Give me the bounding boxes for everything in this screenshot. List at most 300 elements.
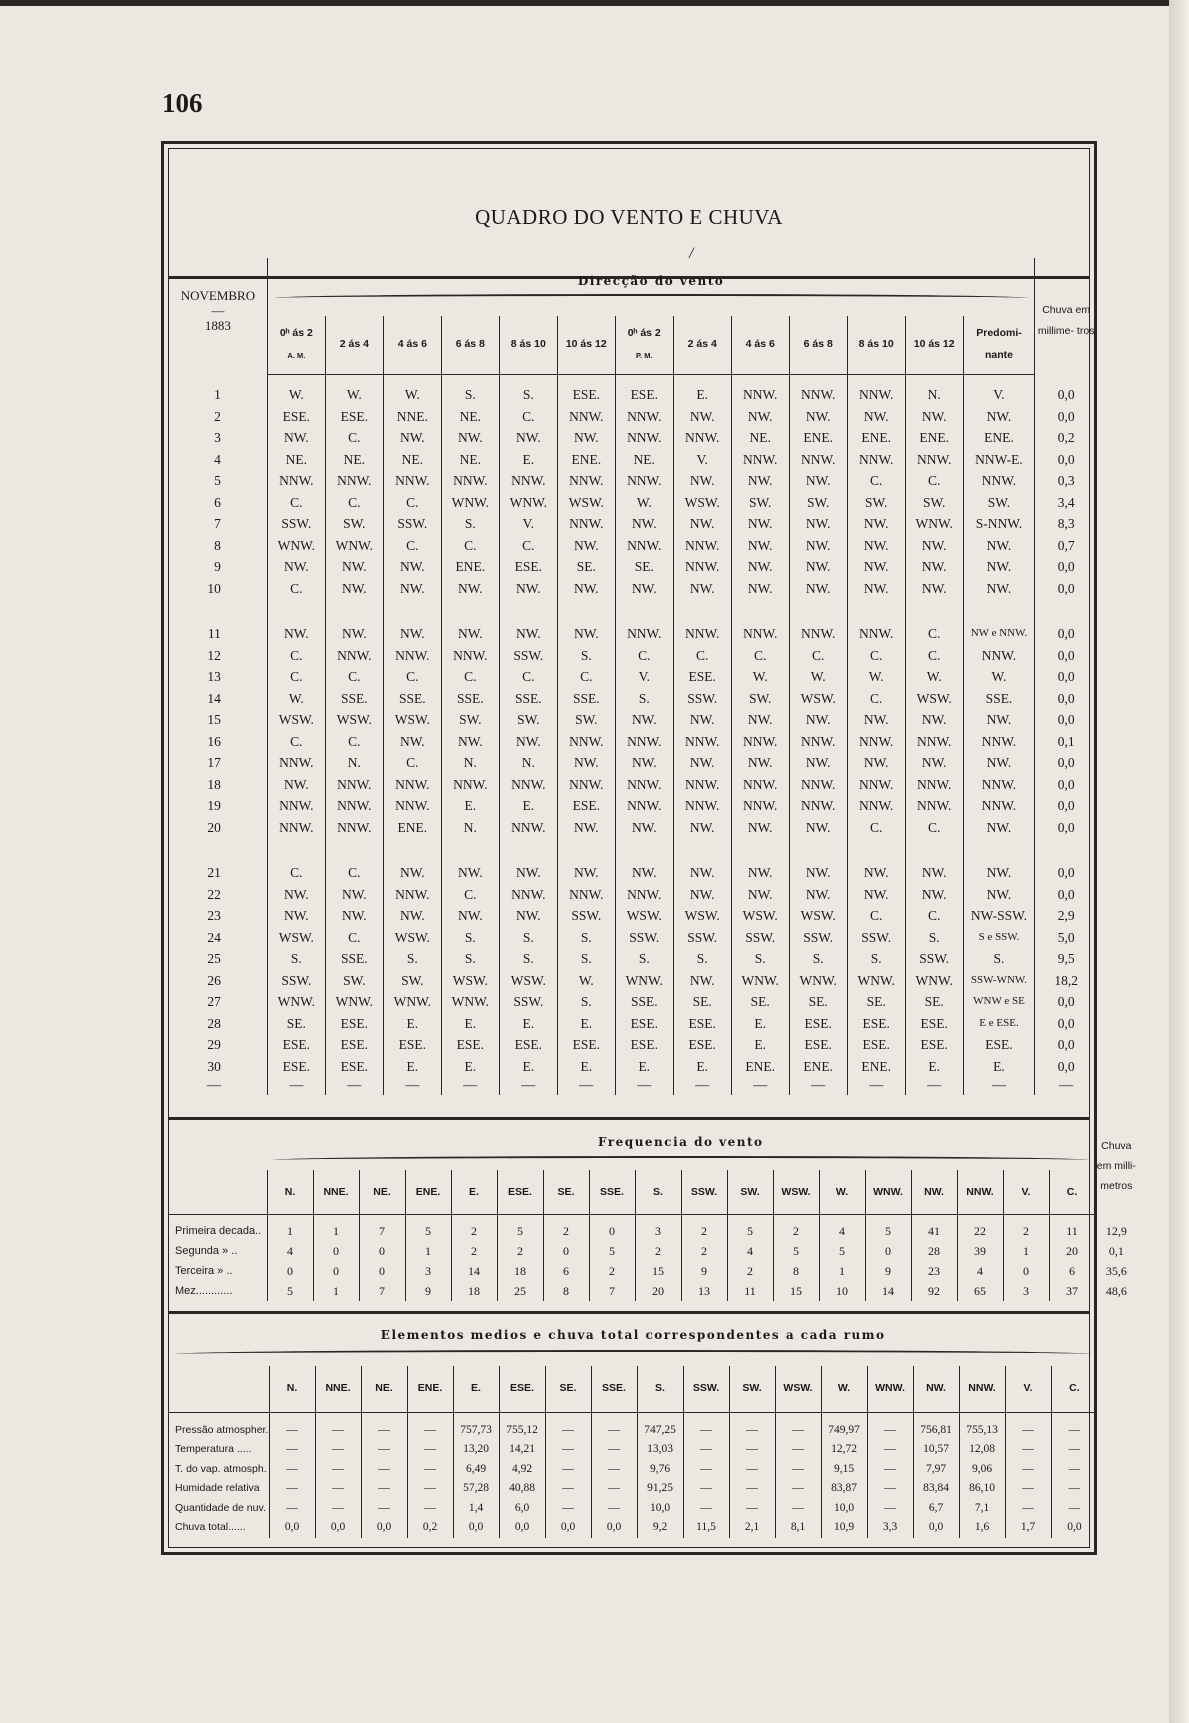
means-value: —: [683, 1421, 729, 1441]
wind-direction-cell: NNW.: [557, 731, 615, 753]
wind-frequency-table: [169, 1122, 1137, 1301]
means-value: —: [315, 1479, 361, 1499]
wind-direction-cell: N.: [441, 752, 499, 774]
wind-direction-cell: NW.: [557, 862, 615, 884]
frequency-count: 0: [1003, 1261, 1049, 1281]
wind-point-header: SW.: [727, 1170, 773, 1214]
means-value: —: [867, 1499, 913, 1519]
wind-point-header: SW.: [729, 1366, 775, 1412]
wind-direction-cell: NW.: [905, 556, 963, 578]
wind-direction-cell: NNW.: [673, 623, 731, 645]
wind-direction-cell: W.: [789, 666, 847, 688]
wind-direction-cell: S.: [267, 948, 325, 970]
wind-point-header: WSW.: [773, 1170, 819, 1214]
frequency-count: 4: [957, 1261, 1003, 1281]
wind-direction-cell: S.: [557, 991, 615, 1013]
time-column-label: 2 ás 4: [339, 338, 369, 350]
frequency-count: 20: [635, 1281, 681, 1301]
day-number: 21: [207, 865, 221, 880]
frequency-row-label-header: [169, 1170, 267, 1214]
wind-direction-cell: W.: [557, 970, 615, 992]
rain-value: 0,0: [1035, 666, 1097, 688]
wind-direction-cell: NNW.: [499, 884, 557, 906]
wind-direction-cell: SE.: [615, 556, 673, 578]
wind-direction-cell: WSW.: [325, 709, 383, 731]
prevailing-wind: NNW.: [963, 470, 1035, 492]
wind-direction-cell: NW.: [557, 427, 615, 449]
frequency-count: 1: [405, 1241, 451, 1261]
wind-direction-cell: SE.: [905, 991, 963, 1013]
wind-direction-cell: E.: [673, 384, 731, 406]
means-value: —: [867, 1440, 913, 1460]
day-number: 11: [207, 626, 221, 641]
frequency-count: 14: [451, 1261, 497, 1281]
means-value: 13,03: [637, 1440, 683, 1460]
wind-direction-cell: NNW.: [499, 470, 557, 492]
time-column-header: [789, 316, 847, 374]
rain-value: 8,3: [1035, 513, 1097, 535]
means-value: 13,20: [453, 1440, 499, 1460]
means-value: 10,0: [637, 1499, 683, 1519]
day-row: [169, 645, 1097, 667]
time-column-header: [963, 316, 1035, 374]
means-value: —: [1005, 1440, 1051, 1460]
wind-direction-cell: WSW.: [499, 970, 557, 992]
means-value: —: [729, 1421, 775, 1441]
rain-value: 0,0: [1035, 1056, 1097, 1078]
wind-direction-cell: C.: [441, 884, 499, 906]
wind-direction-cell: SE.: [557, 556, 615, 578]
wind-direction-cell: SW.: [731, 492, 789, 514]
wind-direction-cell: NW.: [731, 513, 789, 535]
frequency-count: 0: [589, 1221, 635, 1241]
frequency-count: 0: [359, 1261, 405, 1281]
wind-direction-cell: NNW.: [615, 406, 673, 428]
wind-direction-cell: NNW.: [905, 795, 963, 817]
wind-direction-cell: ESE.: [789, 1013, 847, 1035]
wind-direction-cell: ESE.: [325, 406, 383, 428]
means-value: 14,21: [499, 1440, 545, 1460]
rain-value: 3,4: [1035, 492, 1097, 514]
wind-point-header: C.: [1049, 1170, 1095, 1214]
day-row: [169, 666, 1097, 688]
means-value: 83,84: [913, 1479, 959, 1499]
wind-point-header: ESE.: [497, 1170, 543, 1214]
wind-direction-cell: NW.: [383, 905, 441, 927]
rain-value: 0,0: [1035, 384, 1097, 406]
wind-direction-cell: E.: [441, 1013, 499, 1035]
frequency-count: 8: [773, 1261, 819, 1281]
rain-value: 0,0: [1035, 752, 1097, 774]
day-number: 9: [214, 559, 221, 574]
frequency-count: 15: [635, 1261, 681, 1281]
means-value: —: [683, 1440, 729, 1460]
wind-direction-cell: NNW.: [615, 535, 673, 557]
wind-direction-cell: ESE.: [557, 384, 615, 406]
wind-direction-cell: ESE.: [267, 406, 325, 428]
wind-direction-cell: NW.: [499, 862, 557, 884]
wind-direction-cell: NW.: [615, 578, 673, 600]
wind-direction-cell: SSW.: [557, 905, 615, 927]
prevailing-wind: NW.: [963, 752, 1035, 774]
wind-direction-cell: C.: [325, 927, 383, 949]
wind-direction-cell: ESE.: [847, 1034, 905, 1056]
day-number: 4: [214, 451, 221, 467]
wind-direction-cell: C.: [383, 752, 441, 774]
means-value: —: [729, 1479, 775, 1499]
means-value: —: [269, 1440, 315, 1460]
wind-direction-cell: NW.: [267, 884, 325, 906]
wind-direction-cell: NNW.: [731, 449, 789, 471]
prevailing-wind: V.: [963, 384, 1035, 406]
wind-direction-cell: C.: [847, 817, 905, 839]
frequency-count: 5: [819, 1241, 865, 1261]
wind-direction-cell: E.: [499, 1056, 557, 1078]
page-number: 106: [162, 88, 203, 118]
means-value: —: [315, 1440, 361, 1460]
wind-direction-cell: S.: [615, 948, 673, 970]
month-label: NOVEMBRO: [180, 288, 256, 303]
table-frame: [161, 141, 1136, 1555]
day-number: 18: [207, 776, 221, 792]
wind-direction-cell: NW.: [731, 406, 789, 428]
wind-direction-cell: NNW.: [847, 384, 905, 406]
wind-point-header: E.: [451, 1170, 497, 1214]
wind-direction-cell: NNW.: [615, 427, 673, 449]
wind-direction-cell: ESE.: [673, 666, 731, 688]
wind-direction-cell: ENE.: [789, 1056, 847, 1078]
means-value: —: [591, 1499, 637, 1519]
means-value: —: [361, 1421, 407, 1441]
frequency-count: 0: [865, 1241, 911, 1261]
wind-direction-cell: C.: [905, 623, 963, 645]
means-row-label: Quantidade de nuv.: [175, 1501, 266, 1514]
frequency-rain: 48,6: [1095, 1281, 1137, 1301]
day-number: 2: [214, 408, 221, 424]
wind-direction-cell: NE.: [441, 449, 499, 471]
means-value: 12,72: [821, 1440, 867, 1460]
day-number: 15: [207, 712, 221, 727]
means-row: [169, 1440, 1097, 1460]
wind-direction-cell: NW.: [557, 578, 615, 600]
frequency-count: 2: [681, 1221, 727, 1241]
frequency-count: 9: [681, 1261, 727, 1281]
day-row: [169, 535, 1097, 557]
wind-point-header: ENE.: [407, 1366, 453, 1412]
frequency-row-label: Mez............: [175, 1284, 233, 1297]
day-row: [169, 774, 1097, 796]
means-value: —: [683, 1460, 729, 1480]
wind-direction-cell: ESE.: [325, 1056, 383, 1078]
wind-direction-cell: SE.: [267, 1013, 325, 1035]
wind-point-header: SSE.: [591, 1366, 637, 1412]
wind-direction-cell: NW.: [615, 513, 673, 535]
means-value: 8,1: [775, 1518, 821, 1538]
means-value: —: [775, 1421, 821, 1441]
wind-direction-cell: NE.: [383, 449, 441, 471]
wind-direction-cell: NW.: [905, 752, 963, 774]
means-value: —: [591, 1440, 637, 1460]
day-row: [169, 970, 1097, 992]
means-value: 9,06: [959, 1460, 1005, 1480]
frequency-count: 1: [267, 1221, 313, 1241]
time-column-header: [847, 316, 905, 374]
wind-direction-cell: ESE.: [557, 795, 615, 817]
frequency-count: 39: [957, 1241, 1003, 1261]
wind-direction-cell: NNW.: [325, 645, 383, 667]
means-value: —: [407, 1499, 453, 1519]
prevailing-wind: ENE.: [963, 427, 1035, 449]
wind-direction-cell: NNW.: [731, 774, 789, 796]
wind-direction-cell: NNW.: [673, 795, 731, 817]
wind-direction-cell: NW.: [615, 752, 673, 774]
wind-direction-cell: S.: [615, 688, 673, 710]
means-value: —: [407, 1421, 453, 1441]
wind-direction-cell: E.: [383, 1056, 441, 1078]
frequency-row-label: Terceira » ..: [175, 1264, 233, 1277]
wind-direction-cell: E.: [731, 1013, 789, 1035]
means-value: 11,5: [683, 1518, 729, 1538]
wind-direction-cell: SW.: [557, 709, 615, 731]
wind-direction-cell: NW.: [673, 817, 731, 839]
wind-direction-cell: SW.: [383, 970, 441, 992]
rain-value: 0,0: [1035, 774, 1097, 796]
wind-direction-cell: S.: [441, 948, 499, 970]
frequency-count: 2: [1003, 1221, 1049, 1241]
wind-direction-cell: C.: [325, 862, 383, 884]
wind-direction-cell: SSE.: [441, 688, 499, 710]
rain-value: 0,0: [1035, 817, 1097, 839]
wind-direction-cell: NNW.: [847, 795, 905, 817]
wind-direction-cell: SSE.: [499, 688, 557, 710]
wind-direction-cell: NW.: [789, 884, 847, 906]
wind-direction-cell: NNW.: [615, 884, 673, 906]
wind-direction-cell: SE.: [731, 991, 789, 1013]
prevailing-wind: NNW.: [963, 795, 1035, 817]
time-column-label: 10 ás 12: [565, 338, 607, 350]
time-column-label: 10 ás 12: [913, 338, 955, 350]
wind-direction-cell: C.: [499, 666, 557, 688]
wind-direction-cell: NE.: [325, 449, 383, 471]
frequency-count: 0: [543, 1241, 589, 1261]
prevailing-wind: E e ESE.: [963, 1013, 1035, 1035]
day-row: [169, 492, 1097, 514]
day-row: [169, 1034, 1097, 1056]
time-column-label: 6 ás 8: [455, 338, 485, 350]
wind-direction-cell: NW.: [557, 817, 615, 839]
day-number: 22: [207, 886, 221, 902]
wind-direction-cell: NW.: [673, 970, 731, 992]
rain-value: 0,2: [1035, 427, 1097, 449]
wind-direction-cell: NW.: [499, 905, 557, 927]
wind-direction-cell: NW.: [557, 535, 615, 557]
frequency-count: 0: [313, 1241, 359, 1261]
end-dash: —: [963, 1077, 1035, 1095]
end-dash: —: [557, 1077, 615, 1095]
frequency-count: 0: [359, 1241, 405, 1261]
wind-direction-cell: W.: [325, 384, 383, 406]
wind-direction-cell: E.: [441, 1056, 499, 1078]
wind-direction-cell: NW.: [789, 578, 847, 600]
end-dash: —: [1035, 1077, 1097, 1095]
header-brace: [274, 294, 1028, 302]
means-value: 1,4: [453, 1499, 499, 1519]
wind-direction-cell: NW.: [673, 709, 731, 731]
means-value: —: [269, 1421, 315, 1441]
means-row: [169, 1460, 1097, 1480]
means-value: 0,0: [591, 1518, 637, 1538]
frequency-count: 5: [865, 1221, 911, 1241]
wind-direction-cell: NW.: [673, 862, 731, 884]
means-row-label-header: [169, 1366, 269, 1412]
wind-direction-cell: C.: [267, 578, 325, 600]
wind-point-header: SE.: [543, 1170, 589, 1214]
day-row: [169, 905, 1097, 927]
wind-point-header: N.: [267, 1170, 313, 1214]
wind-direction-cell: C.: [441, 535, 499, 557]
frequency-count: 2: [451, 1221, 497, 1241]
wind-direction-cell: NW.: [615, 709, 673, 731]
wind-direction-cell: ENE.: [789, 427, 847, 449]
month-dash: —: [211, 303, 225, 318]
day-number: 30: [207, 1058, 221, 1074]
wind-direction-cell: WSW.: [673, 492, 731, 514]
wind-direction-cell: NW.: [325, 884, 383, 906]
wind-direction-cell: SSW.: [673, 688, 731, 710]
wind-direction-cell: NW.: [847, 884, 905, 906]
frequency-count: 1: [1003, 1241, 1049, 1261]
frequency-count: 13: [681, 1281, 727, 1301]
prevailing-wind: NW.: [963, 556, 1035, 578]
wind-direction-cell: W.: [267, 688, 325, 710]
means-value: —: [1051, 1421, 1097, 1441]
wind-direction-cell: WNW.: [441, 991, 499, 1013]
frequency-count: 3: [405, 1261, 451, 1281]
frequency-brace: [273, 1156, 1089, 1164]
day-row: [169, 427, 1097, 449]
frequency-count: 5: [267, 1281, 313, 1301]
rain-value: 0,0: [1035, 795, 1097, 817]
frequency-count: 2: [635, 1241, 681, 1261]
wind-direction-cell: NE.: [267, 449, 325, 471]
prevailing-wind: NW-SSW.: [963, 905, 1035, 927]
wind-direction-cell: NW.: [383, 578, 441, 600]
wind-direction-cell: ESE.: [499, 556, 557, 578]
wind-direction-cell: NW.: [905, 862, 963, 884]
means-value: —: [729, 1440, 775, 1460]
wind-direction-cell: V.: [673, 449, 731, 471]
wind-direction-cell: WNW.: [383, 991, 441, 1013]
day-number: 28: [207, 1015, 221, 1031]
wind-direction-cell: NW.: [499, 578, 557, 600]
wind-direction-cell: NW.: [847, 406, 905, 428]
wind-direction-cell: W.: [905, 666, 963, 688]
means-row-label: T. do vap. atmosph.: [175, 1462, 267, 1475]
mean-elements-table: [169, 1316, 1097, 1538]
wind-direction-cell: NW.: [615, 862, 673, 884]
wind-direction-cell: NNW.: [325, 795, 383, 817]
day-row: [169, 1013, 1097, 1035]
wind-direction-cell: ENE.: [557, 449, 615, 471]
wind-direction-cell: NNW.: [615, 795, 673, 817]
wind-direction-cell: NNW.: [789, 623, 847, 645]
wind-direction-cell: NNW.: [847, 774, 905, 796]
wind-direction-cell: NW.: [789, 470, 847, 492]
wind-point-header: NNE.: [313, 1170, 359, 1214]
wind-direction-cell: S.: [499, 384, 557, 406]
wind-point-header: V.: [1005, 1366, 1051, 1412]
wind-direction-cell: ESE.: [673, 1013, 731, 1035]
end-dash: —: [267, 1077, 325, 1095]
means-value: 0,2: [407, 1518, 453, 1538]
frequency-row: [169, 1221, 1137, 1241]
frequency-count: 10: [819, 1281, 865, 1301]
means-value: —: [1005, 1499, 1051, 1519]
end-dash: —: [325, 1077, 383, 1095]
means-row: [169, 1499, 1097, 1519]
frequency-count: 5: [497, 1221, 543, 1241]
day-row: [169, 406, 1097, 428]
time-column-period: A. M.: [287, 350, 306, 360]
means-value: —: [683, 1499, 729, 1519]
page-right-edge: [1169, 0, 1189, 1723]
time-column-label: 0ʰ ás 2: [279, 327, 313, 340]
wind-direction-cell: NE.: [615, 449, 673, 471]
wind-direction-cell: ESE.: [557, 1034, 615, 1056]
means-value: —: [867, 1421, 913, 1441]
frequency-row-label: Segunda » ..: [175, 1244, 238, 1257]
wind-direction-cell: NW.: [731, 884, 789, 906]
wind-direction-cell: SSW.: [847, 927, 905, 949]
wind-direction-cell: S.: [441, 513, 499, 535]
wind-direction-cell: NW.: [789, 752, 847, 774]
day-row: [169, 752, 1097, 774]
day-number: 1: [214, 387, 221, 402]
means-value: 0,0: [545, 1518, 591, 1538]
wind-direction-cell: NNW.: [383, 774, 441, 796]
wind-direction-cell: SW.: [499, 709, 557, 731]
wind-direction-cell: NW.: [731, 470, 789, 492]
day-row: [169, 927, 1097, 949]
wind-direction-cell: NW.: [441, 905, 499, 927]
means-value: 0,0: [269, 1518, 315, 1538]
prevailing-wind: SSE.: [963, 688, 1035, 710]
rain-value: 0,0: [1035, 578, 1097, 600]
wind-direction-cell: NNW.: [383, 795, 441, 817]
frequency-count: 18: [451, 1281, 497, 1301]
wind-direction-cell: NW.: [557, 623, 615, 645]
wind-direction-cell: NW.: [383, 427, 441, 449]
wind-direction-cell: NNW.: [267, 795, 325, 817]
means-value: —: [775, 1460, 821, 1480]
wind-direction-cell: NW.: [789, 709, 847, 731]
wind-point-header: S.: [635, 1170, 681, 1214]
day-number: 8: [214, 537, 221, 553]
wind-direction-cell: NNW.: [731, 795, 789, 817]
frequency-rain: 12,9: [1095, 1221, 1137, 1241]
prevailing-wind: S.: [963, 948, 1035, 970]
day-number: 17: [207, 755, 221, 770]
frequency-count: 1: [313, 1281, 359, 1301]
frequency-count: 2: [497, 1241, 543, 1261]
wind-direction-cell: NE.: [731, 427, 789, 449]
wind-direction-cell: E.: [557, 1056, 615, 1078]
day-row: [169, 817, 1097, 839]
day-number: 26: [207, 972, 221, 988]
means-value: 756,81: [913, 1421, 959, 1441]
wind-direction-cell: NNW.: [441, 774, 499, 796]
wind-direction-cell: W.: [267, 384, 325, 406]
